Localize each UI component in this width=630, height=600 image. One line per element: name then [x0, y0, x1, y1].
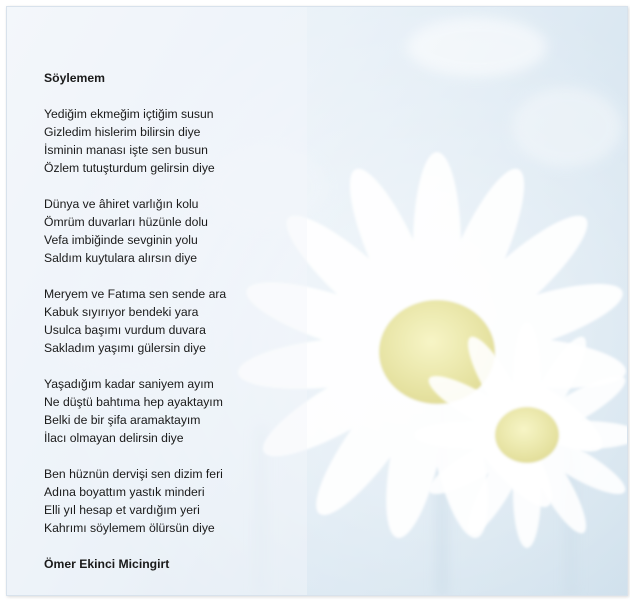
stanza-2 [44, 195, 404, 267]
poem-line: Gizledim hislerim bilirsin diye [44, 125, 201, 139]
poem-line: Yediğim ekmeğim içtiğim susun [44, 107, 214, 121]
poem-line: Vefa imbiğinde sevginin yolu [44, 233, 198, 247]
poem-line: Meryem ve Fatıma sen sende ara [44, 287, 227, 301]
poem-line: İsminin manası işte sen busun [44, 143, 208, 157]
stanza-3 [44, 285, 404, 357]
poem-author: Ömer Ekinci Micingirt [44, 557, 170, 571]
poem-line: Kabuk sıyırıyor bendeki yara [44, 305, 199, 319]
poem [44, 69, 404, 573]
poem-line: Sakladım yaşımı gülersin diye [44, 341, 206, 355]
stanza-4 [44, 375, 404, 447]
poem-title: Söylemem [44, 71, 105, 85]
poem-line: Adına boyattım yastık minderi [44, 485, 205, 499]
poem-card [6, 6, 628, 596]
stanza-5 [44, 465, 404, 537]
poem-line: Belki de bir şifa aramaktayım [44, 413, 201, 427]
poem-line: Dünya ve âhiret varlığın kolu [44, 197, 199, 211]
poem-line: Ne düştü bahtıma hep ayaktayım [44, 395, 223, 409]
poem-line: Yaşadığım kadar saniyem ayım [44, 377, 214, 391]
poem-line: İlacı olmayan delirsin diye [44, 431, 184, 445]
stanza-1 [44, 105, 404, 177]
poem-line: Ben hüznün dervişi sen dizim feri [44, 467, 223, 481]
poem-line: Ömrüm duvarları hüzünle dolu [44, 215, 208, 229]
poem-line: Saldım kuytulara alırsın diye [44, 251, 198, 265]
poem-line: Usulca başımı vurdum duvara [44, 323, 206, 337]
poem-line: Özlem tutuşturdum gelirsin diye [44, 161, 215, 175]
poem-line: Elli yıl hesap et vardığım yeri [44, 503, 200, 517]
poem-line: Kahrımı söylemem ölürsün diye [44, 521, 215, 535]
